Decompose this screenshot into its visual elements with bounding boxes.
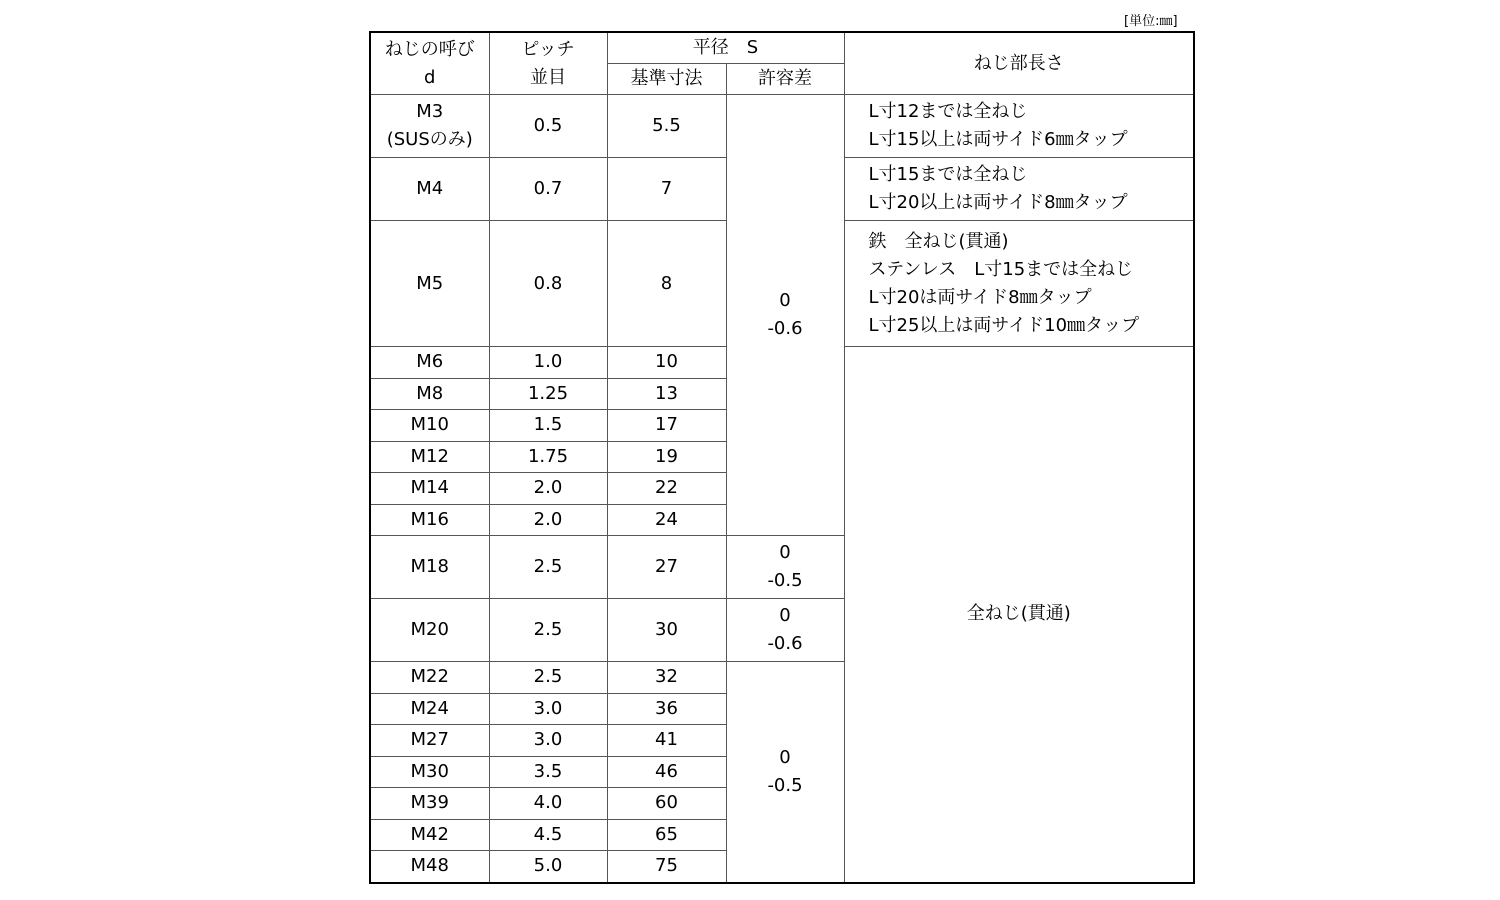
tolerance-cell: 0 -0.5 <box>726 662 844 883</box>
s-cell: 75 <box>607 851 726 883</box>
s-cell: 19 <box>607 441 726 473</box>
header-nominal: ねじの呼び d <box>370 32 489 95</box>
tolerance-cell: 0 -0.5 <box>726 536 844 599</box>
s-cell: 41 <box>607 725 726 757</box>
thread-length-cell-full: 全ねじ(貫通) <box>844 347 1194 883</box>
nominal-cell: M3 (SUSのみ) <box>370 95 489 158</box>
pitch-cell: 4.0 <box>489 788 607 820</box>
nominal-cell: M42 <box>370 819 489 851</box>
spec-table <box>369 31 1195 884</box>
nominal-cell: M12 <box>370 441 489 473</box>
header-width-across: 平径 S <box>607 32 844 64</box>
nominal-cell: M16 <box>370 504 489 536</box>
nominal-cell: M14 <box>370 473 489 505</box>
tolerance-cell: 0 -0.6 <box>726 599 844 662</box>
nominal-cell: M10 <box>370 410 489 442</box>
s-cell: 27 <box>607 536 726 599</box>
thread-length-cell: L寸12までは全ねじ L寸15以上は両サイド6㎜タップ <box>844 95 1194 158</box>
nominal-cell: M27 <box>370 725 489 757</box>
pitch-cell: 2.0 <box>489 504 607 536</box>
pitch-cell: 5.0 <box>489 851 607 883</box>
pitch-cell: 1.5 <box>489 410 607 442</box>
s-cell: 13 <box>607 378 726 410</box>
s-cell: 10 <box>607 347 726 379</box>
header-thread-length: ねじ部長さ <box>844 32 1194 95</box>
pitch-cell: 2.0 <box>489 473 607 505</box>
nominal-cell: M24 <box>370 693 489 725</box>
nominal-cell: M39 <box>370 788 489 820</box>
s-cell: 22 <box>607 473 726 505</box>
nominal-cell: M18 <box>370 536 489 599</box>
pitch-cell: 2.5 <box>489 662 607 694</box>
thread-length-cell: 鉄 全ねじ(貫通) ステンレス L寸15までは全ねじ L寸20は両サイド8㎜タップ L寸25以上は両サイド10㎜タップ <box>844 221 1194 347</box>
nominal-cell: M8 <box>370 378 489 410</box>
pitch-cell: 0.8 <box>489 221 607 347</box>
header-row <box>370 32 1194 64</box>
nominal-cell: M30 <box>370 756 489 788</box>
nominal-cell: M22 <box>370 662 489 694</box>
pitch-cell: 0.5 <box>489 95 607 158</box>
pitch-cell: 2.5 <box>489 536 607 599</box>
nominal-cell: M20 <box>370 599 489 662</box>
pitch-cell: 2.5 <box>489 599 607 662</box>
header-pitch: ピッチ 並目 <box>489 32 607 95</box>
pitch-cell: 3.0 <box>489 693 607 725</box>
pitch-cell: 3.0 <box>489 725 607 757</box>
tolerance-cell: 0 -0.6 <box>726 95 844 536</box>
s-cell: 60 <box>607 788 726 820</box>
s-cell: 7 <box>607 158 726 221</box>
s-cell: 30 <box>607 599 726 662</box>
pitch-cell: 3.5 <box>489 756 607 788</box>
table-row <box>370 95 1194 158</box>
s-cell: 8 <box>607 221 726 347</box>
pitch-cell: 4.5 <box>489 819 607 851</box>
s-cell: 46 <box>607 756 726 788</box>
nominal-cell: M4 <box>370 158 489 221</box>
header-tolerance: 許容差 <box>726 64 844 95</box>
nominal-cell: M5 <box>370 221 489 347</box>
s-cell: 32 <box>607 662 726 694</box>
s-cell: 65 <box>607 819 726 851</box>
s-cell: 24 <box>607 504 726 536</box>
pitch-cell: 1.75 <box>489 441 607 473</box>
s-cell: 5.5 <box>607 95 726 158</box>
s-cell: 17 <box>607 410 726 442</box>
thread-length-cell: L寸15までは全ねじ L寸20以上は両サイド8㎜タップ <box>844 158 1194 221</box>
s-cell: 36 <box>607 693 726 725</box>
pitch-cell: 1.25 <box>489 378 607 410</box>
nominal-cell: M48 <box>370 851 489 883</box>
pitch-cell: 0.7 <box>489 158 607 221</box>
header-standard: 基準寸法 <box>607 64 726 95</box>
unit-label: [単位:㎜] <box>1124 14 1178 29</box>
nominal-cell: M6 <box>370 347 489 379</box>
pitch-cell: 1.0 <box>489 347 607 379</box>
